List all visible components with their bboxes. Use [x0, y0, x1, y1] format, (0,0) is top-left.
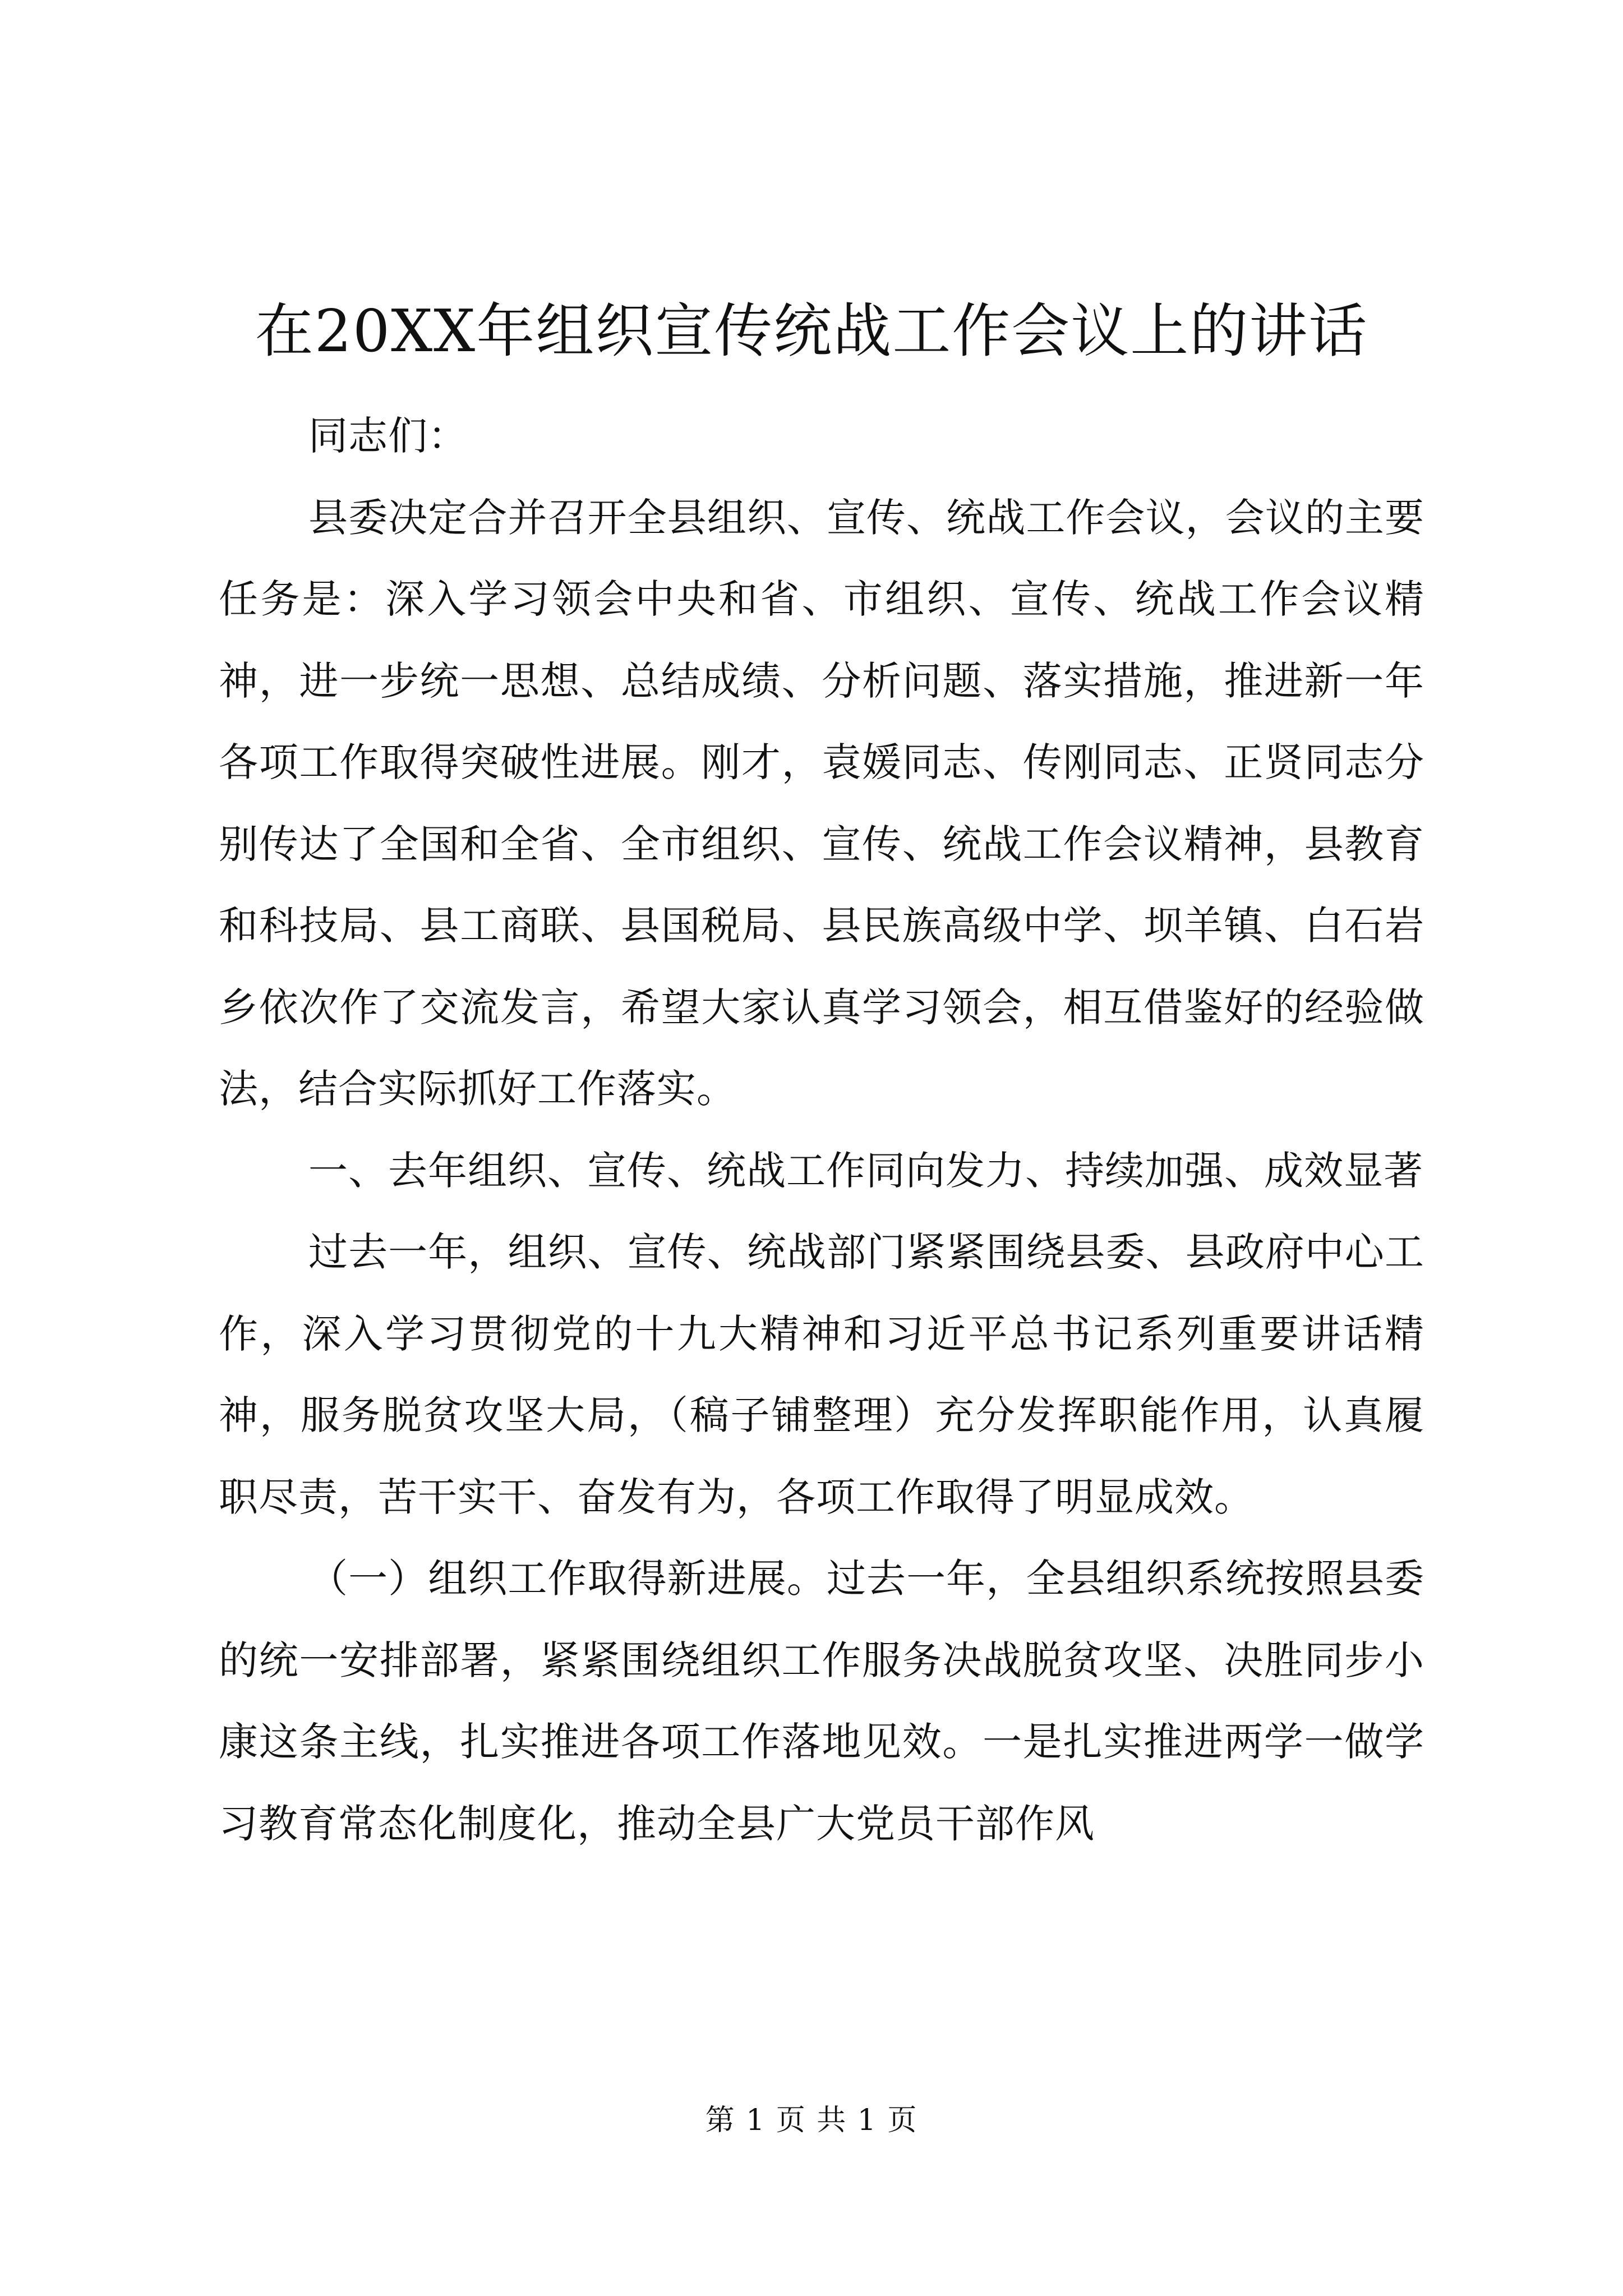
document-title: 在20XX年组织宣传统战工作会议上的讲话	[255, 297, 1368, 365]
organization-work-paragraph: （一）组织工作取得新进展。过去一年，全县组织系统按照县委的统一安排部署，紧紧围绕组织工作服务决战脱贫攻坚、决胜同步小康这条主线，扎实推进各项工作落地见效。一是扎实推进两学一做学习教育常态化制度化，推动全县广大党员干部作风	[219, 1556, 1424, 1847]
review-paragraph: 过去一年，组织、宣传、统战部门紧紧围绕县委、县政府中心工作，深入学习贯彻党的十九大精神和习近平总书记系列重要讲话精神，服务脱贫攻坚大局，（稿子铺整理）充分发挥职能作用，认真履职尽责，苦干实干、奋发有为，各项工作取得了明显成效。	[219, 1229, 1424, 1520]
intro-paragraph: 县委决定合并召开全县组织、宣传、统战工作会议，会议的主要任务是：深入学习领会中央和省、市组织、宣传、统战工作会议精神，进一步统一思想、总结成绩、分析问题、落实措施，推进新一年各项工作取得突破性进展。刚才，袁媛同志、传刚同志、正贤同志分别传达了全国和全省、全市组织、宣传、统战工作会议精神，县教育和科技局、县工商联、县国税局、县民族高级中学、坝羊镇、白石岩乡依次作了交流发言，希望大家认真学习领会，相互借鉴好的经验做法，结合实际抓好工作落实。	[219, 494, 1424, 1112]
salutation-paragraph: 同志们：	[308, 413, 468, 459]
page-number-footer: 第 1 页 共 1 页	[705, 2104, 918, 2137]
document-body	[219, 395, 1424, 1865]
section-heading-1: 一、去年组织、宣传、统战工作同向发力、持续加强、成效显著	[308, 1147, 1423, 1194]
